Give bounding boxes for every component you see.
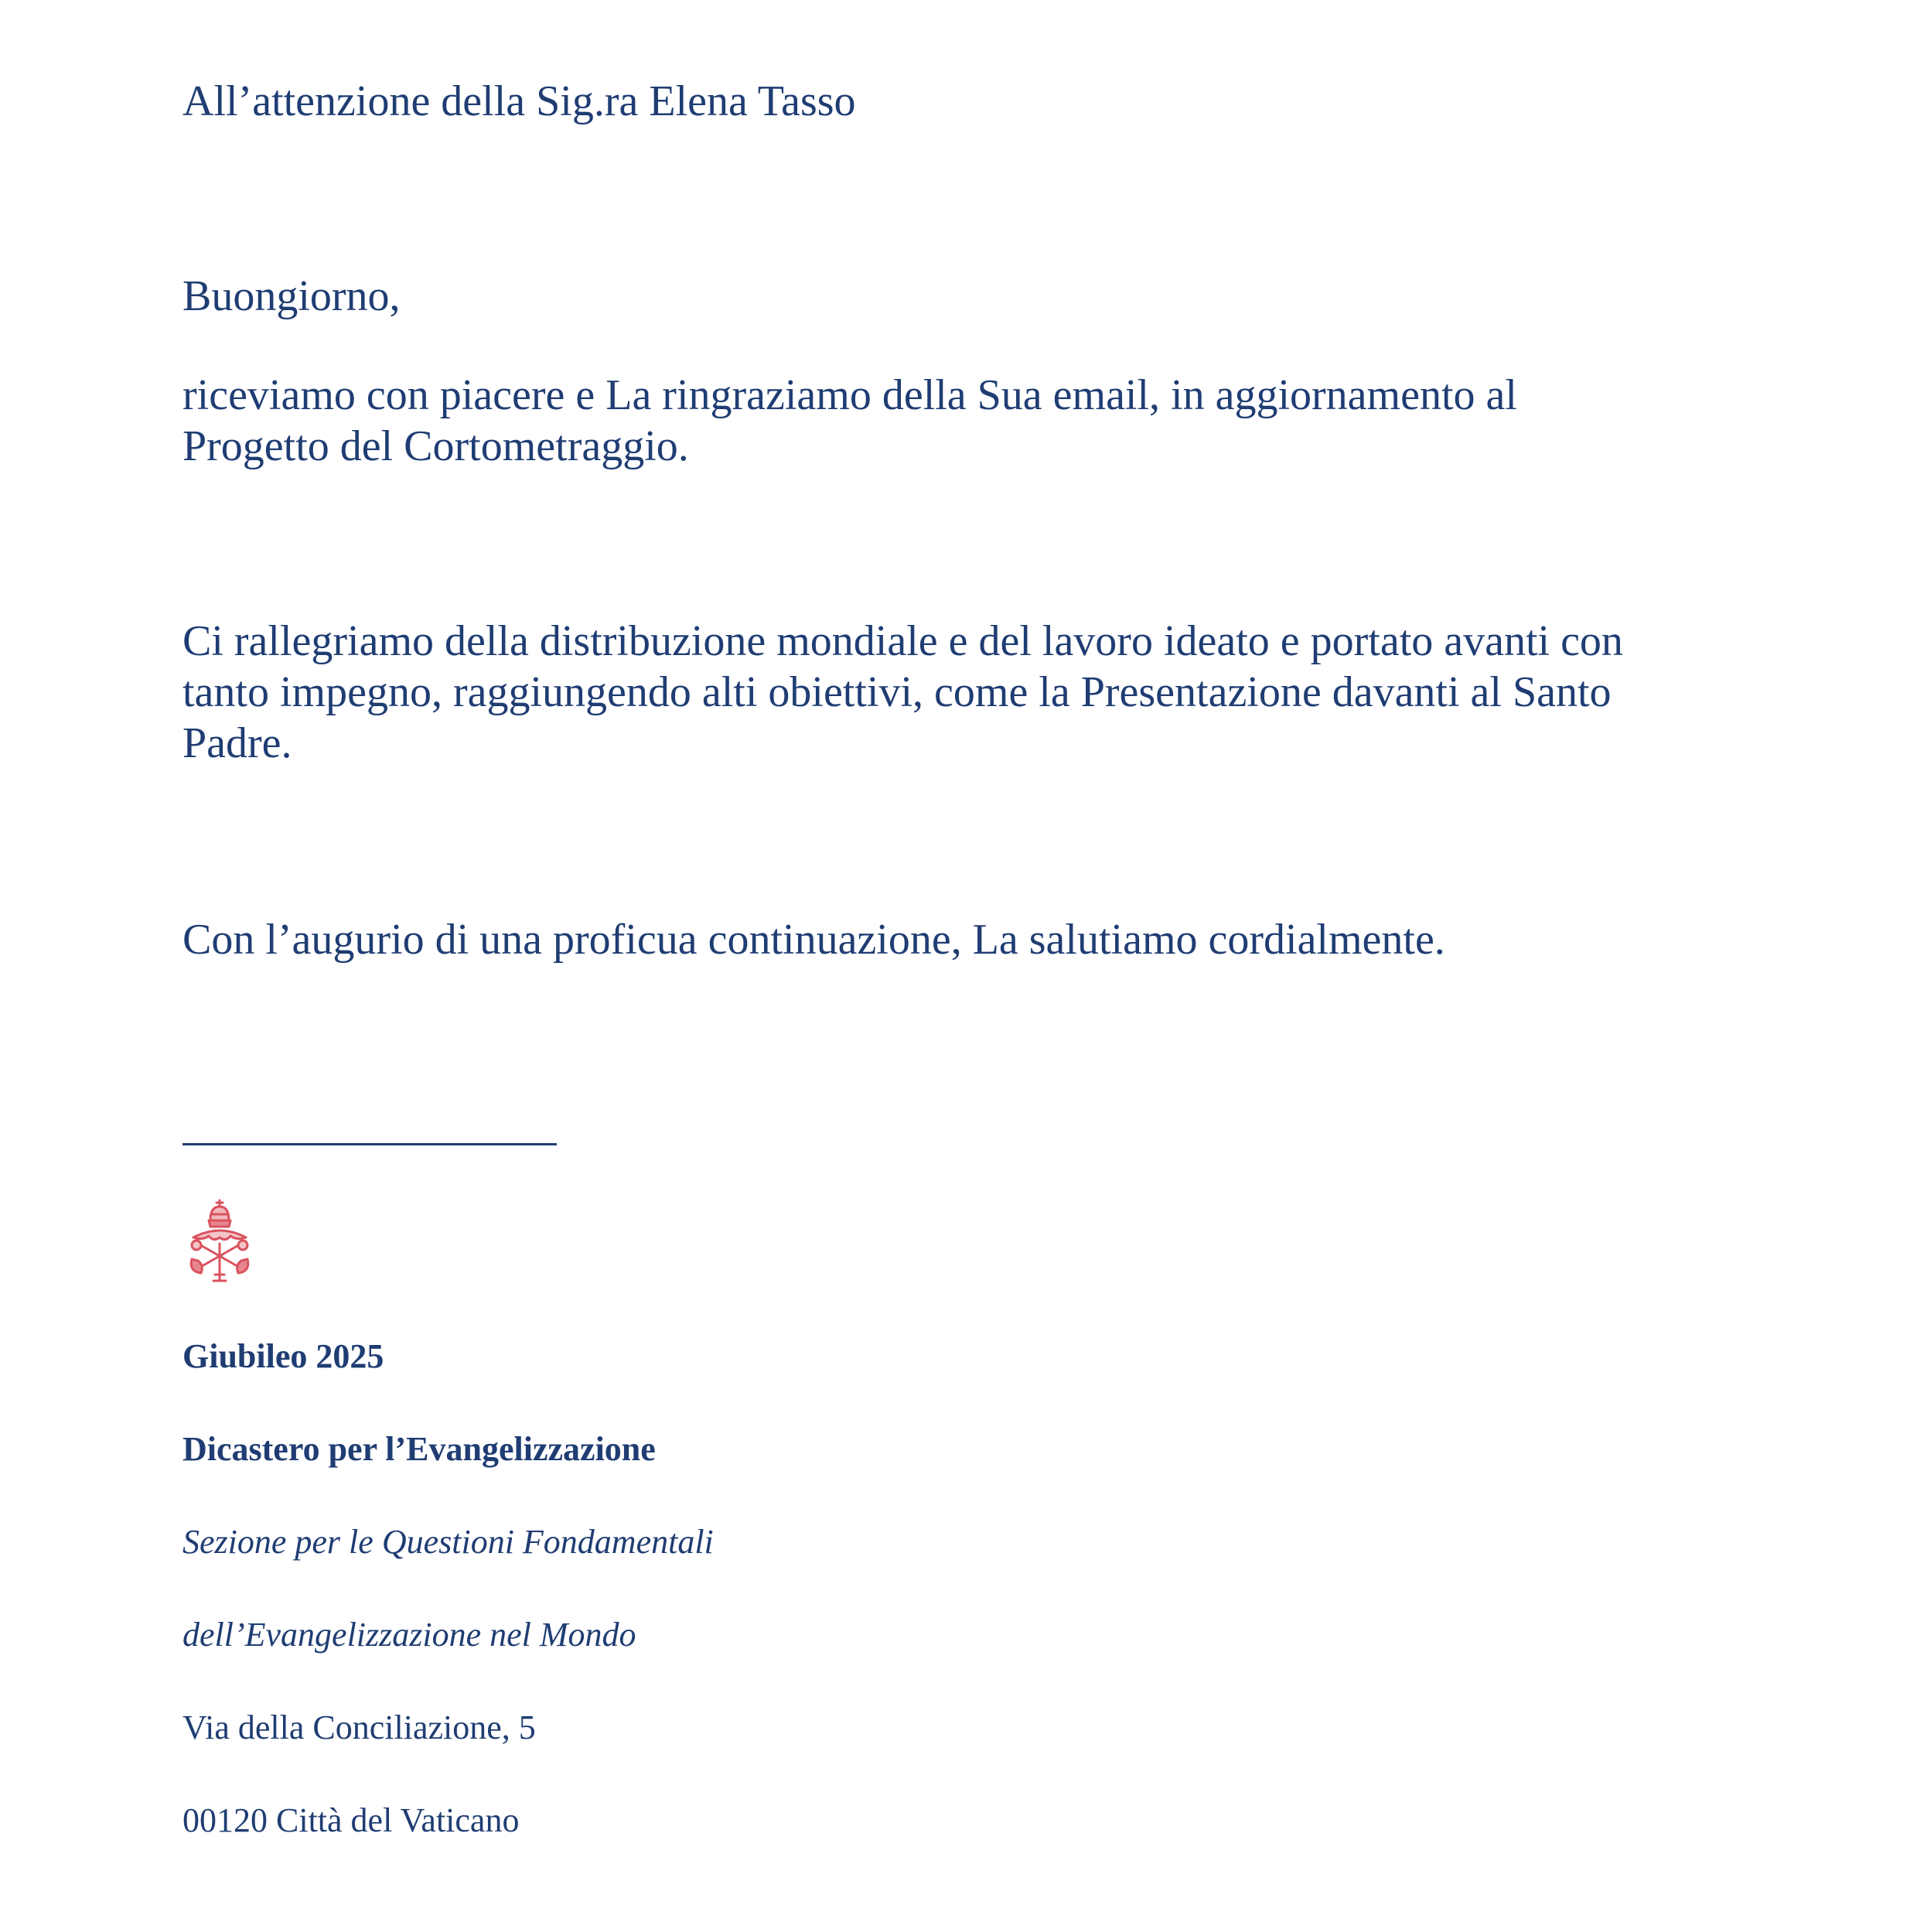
closing-line: Con l’augurio di una proficua continuazione, La salutiamo cordialmente. [182, 916, 1445, 964]
signature-city-address: 00120 Città del Vaticano [182, 1801, 520, 1839]
paragraph-2-line-3: Padre. [182, 719, 292, 767]
signature-street-address: Via della Conciliazione, 5 [182, 1708, 536, 1746]
paragraph-2-line-1: Ci rallegriamo della distribuzione mondiale e del lavoro ideato e portato avanti con [182, 617, 1623, 665]
signature-section-line-1: Sezione per le Questioni Fondamentali [182, 1523, 714, 1561]
papal-keys-emblem-icon [182, 1197, 257, 1284]
signature-rule [182, 1143, 557, 1145]
paragraph-1-line-2: Progetto del Cortometraggio. [182, 422, 689, 470]
greeting: Buongiorno, [182, 272, 401, 320]
addressee-line: All’attenzione della Sig.ra Elena Tasso [182, 77, 856, 125]
signature-section-line-2: dell’Evangelizzazione nel Mondo [182, 1616, 636, 1654]
paragraph-1-line-1: riceviamo con piacere e La ringraziamo della Sua email, in aggiornamento al [182, 371, 1517, 419]
signature-dicastery: Dicastero per l’Evangelizzazione [182, 1430, 656, 1468]
paragraph-2-line-2: tanto impegno, raggiungendo alti obiettivi, come la Presentazione davanti al Santo [182, 668, 1612, 716]
signature-jubilee: Giubileo 2025 [182, 1337, 384, 1375]
